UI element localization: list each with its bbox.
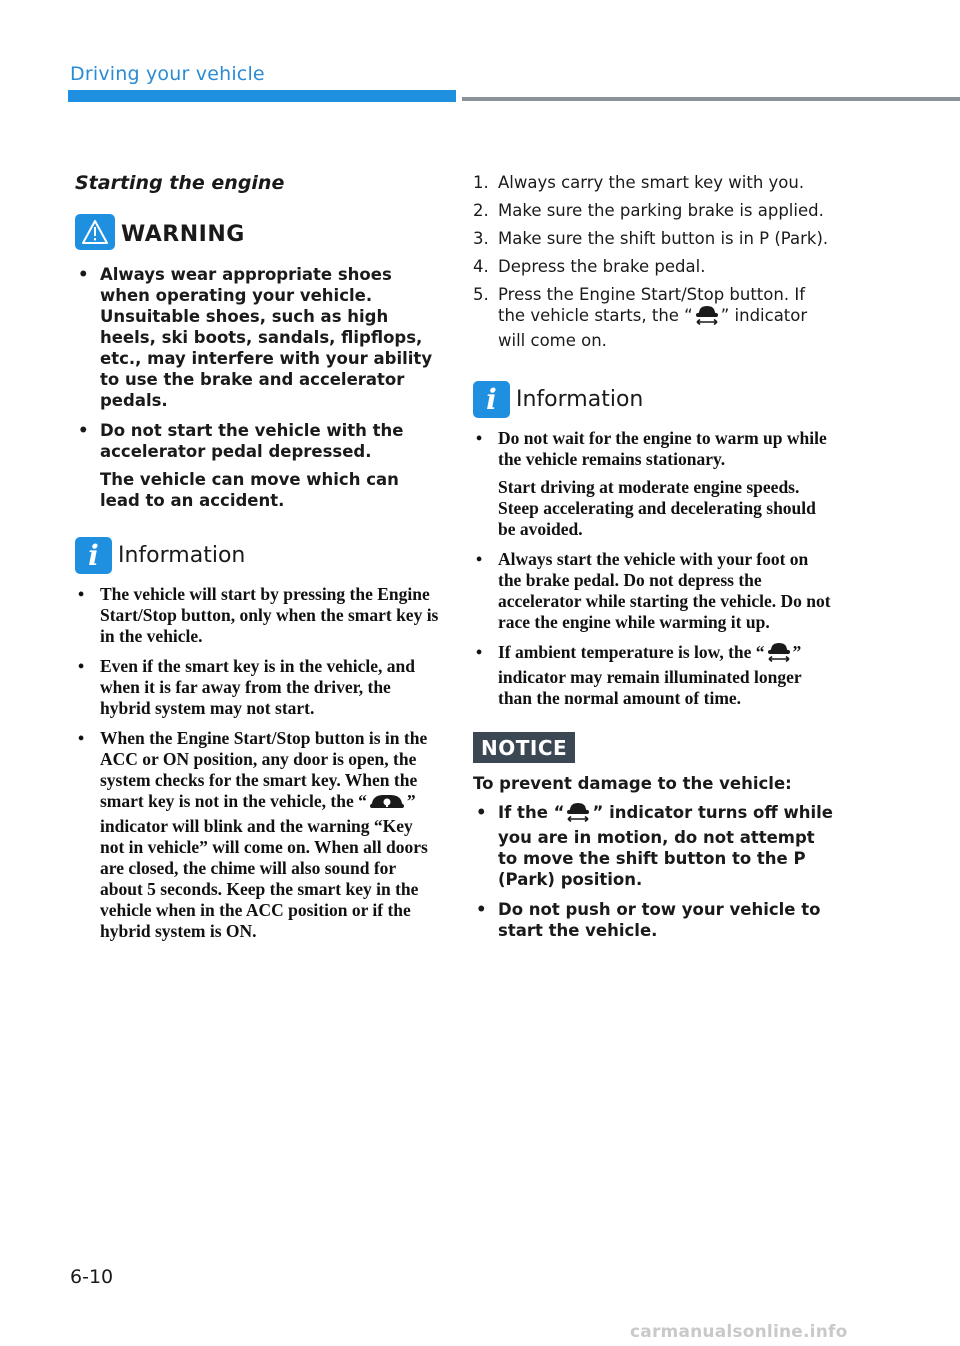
page-number: 6-10 bbox=[70, 1266, 114, 1288]
warning-box bbox=[75, 214, 440, 511]
notice-intro: To prevent damage to the vehicle: bbox=[473, 774, 792, 793]
information-list bbox=[75, 584, 440, 942]
information-box-left bbox=[75, 537, 440, 942]
notice-box bbox=[473, 718, 833, 941]
info-icon: i bbox=[473, 381, 510, 418]
step-item: 5. Press the Engine Start/Stop button. If the vehicle starts, the “ ” indicator will come on. bbox=[473, 285, 808, 350]
information-item: • When the Engine Start/Stop button is in the ACC or ON position, any door is open, the system checks for the smart key. When the smart key is not in the vehicle, the “ ” indicator will blink and the warning “Key not in vehicle” will come on. When all doors are closed, the chime will also sound for about 5 seconds. Keep the smart key in the vehicle when in the ACC position or if the hybrid system is ON. bbox=[75, 728, 440, 942]
notice-item: • If the “ ” indicator turns off while you are in motion, do not attempt to move the shift button to the P (Park) position. bbox=[473, 802, 833, 890]
warning-list bbox=[75, 264, 440, 511]
information-item: • Do not wait for the engine to warm up while the vehicle remains stationary. Start driving at moderate engine speeds. Steep accelerating and decelerating should be avoided. bbox=[473, 428, 833, 540]
information-title: Information bbox=[516, 387, 644, 412]
section-header-title: Driving your vehicle bbox=[70, 63, 265, 85]
step-item: 4. Depress the brake pedal. bbox=[473, 257, 706, 276]
step-item: 1. Always carry the smart key with you. bbox=[473, 173, 805, 192]
warning-title: WARNING bbox=[121, 221, 245, 247]
warning-item-note: The vehicle can move which can lead to an accident. bbox=[100, 470, 399, 510]
ready-indicator-icon bbox=[565, 802, 591, 827]
information-list bbox=[473, 428, 833, 709]
notice-item: • Do not push or tow your vehicle to start the vehicle. bbox=[473, 899, 833, 941]
header-rule bbox=[462, 97, 960, 101]
notice-label: NOTICE bbox=[473, 732, 575, 763]
warning-triangle-icon bbox=[75, 214, 115, 254]
warning-item: • Always wear appropriate shoes when operating your vehicle. Unsuitable shoes, such as high heels, ski boots, sandals, flipflops, etc., may interfere with your ability to use the brake and accelerator pedals. bbox=[75, 264, 440, 411]
information-item: • If ambient temperature is low, the “ ” indicator may remain illuminated longer than the normal amount of time. bbox=[473, 642, 833, 709]
information-item-note: Start driving at moderate engine speeds. Steep accelerating and decelerating should be avoided. bbox=[498, 477, 816, 539]
key-not-in-vehicle-icon bbox=[368, 793, 406, 816]
step-item: 3. Make sure the shift button is in P (Park). bbox=[473, 229, 829, 248]
section-heading: Starting the engine bbox=[75, 172, 285, 194]
information-item: • Even if the smart key is in the vehicle, and when it is far away from the driver, the hybrid system may not start. bbox=[75, 656, 440, 719]
ready-indicator-icon bbox=[766, 642, 792, 667]
information-title-row bbox=[473, 381, 833, 418]
step-item: 2. Make sure the parking brake is applied. bbox=[473, 201, 824, 220]
ready-indicator-icon bbox=[694, 305, 720, 330]
warning-item: • Do not start the vehicle with the accelerator pedal depressed. The vehicle can move which can lead to an accident. bbox=[75, 420, 440, 511]
information-item: • Always start the vehicle with your foot on the brake pedal. Do not depress the accelerator while starting the vehicle. Do not race the engine while warming it up. bbox=[473, 549, 833, 633]
information-title-row bbox=[75, 537, 440, 574]
watermark: carmanualsonline.info bbox=[630, 1322, 848, 1342]
steps-list bbox=[473, 172, 833, 351]
information-box-right bbox=[473, 381, 833, 709]
header-accent-bar bbox=[68, 90, 456, 102]
information-item: • The vehicle will start by pressing the Engine Start/Stop button, only when the smart key is in the vehicle. bbox=[75, 584, 440, 647]
information-title: Information bbox=[118, 543, 246, 568]
right-column bbox=[473, 172, 833, 950]
warning-title-row bbox=[75, 214, 440, 254]
left-column bbox=[75, 172, 440, 951]
info-icon: i bbox=[75, 537, 112, 574]
notice-list bbox=[473, 802, 833, 941]
